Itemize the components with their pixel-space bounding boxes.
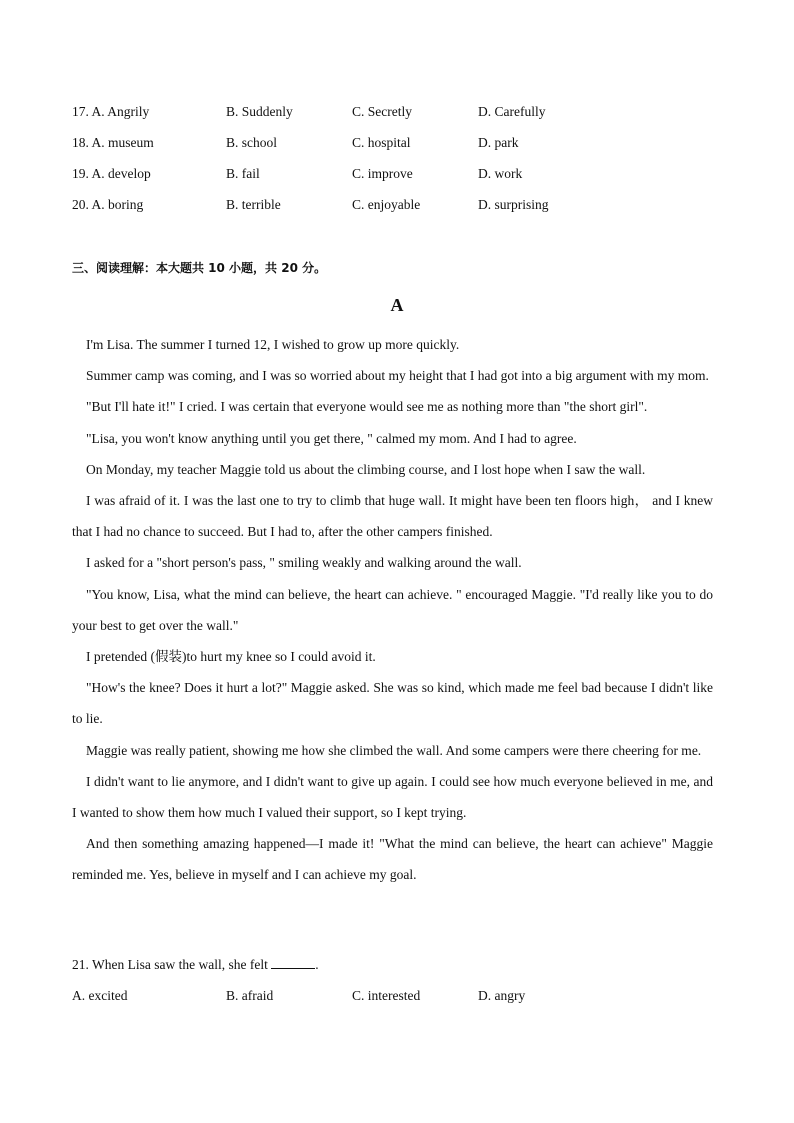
cloze-question-18 xyxy=(0,133,794,153)
option-c: C. improve xyxy=(352,166,413,181)
question-21-stem xyxy=(72,954,319,976)
question-stem-end: . xyxy=(315,957,319,972)
passage-paragraph: Summer camp was coming, and I was so worried about my height that I had got into a big argument with my mom. xyxy=(86,368,709,384)
question-stem-text: 21. When Lisa saw the wall, she felt xyxy=(72,957,268,972)
question-number: 19. xyxy=(72,166,89,181)
option-b: B. Suddenly xyxy=(226,104,293,119)
option-a-text: A. develop xyxy=(91,166,151,181)
passage-paragraph: I didn't want to lie anymore, and I didn't want to give up again. I could see how much everyone believed in me, and I wanted to show them how much I valued their support, so I kept trying. xyxy=(72,773,713,821)
answer-blank xyxy=(271,956,315,969)
option-c: C. Secretly xyxy=(352,104,412,119)
passage-paragraph: "Lisa, you won't know anything until you get there, " calmed my mom. And I had to agree. xyxy=(86,430,577,446)
passage-paragraph: And then something amazing happened—I made it! "What the mind can believe, the heart can achieve" Maggie reminded me. Yes, believe in myself and I can achieve my goal. xyxy=(72,836,713,883)
section-heading: 三、阅读理解：本大题共 10 小题，共 20 分。 xyxy=(72,261,327,275)
passage-paragraph: On Monday, my teacher Maggie told us about the climbing course, and I lost hope when I saw the wall. xyxy=(86,461,646,477)
passage-paragraph: "But I'll hate it!" I cried. I was certain that everyone would see me as nothing more than "the short girl". xyxy=(86,399,648,415)
option-b: B. fail xyxy=(226,166,260,181)
question-number: 18. xyxy=(72,135,89,150)
option-d: D. Carefully xyxy=(478,104,546,119)
reading-passage xyxy=(72,329,713,891)
option-d: D. surprising xyxy=(478,197,549,212)
passage-paragraph: "You know, Lisa, what the mind can believe, the heart can achieve. " encouraged Maggie. "I'd really like you to do your best to get over the wall." xyxy=(72,586,713,633)
option-a xyxy=(72,133,154,153)
option-a-text: A. Angrily xyxy=(91,104,150,119)
option-a xyxy=(72,195,143,215)
option-d: D. park xyxy=(478,135,519,150)
passage-title: A xyxy=(390,295,404,315)
question-number: 20. xyxy=(72,197,89,212)
option-b: B. afraid xyxy=(226,988,274,1003)
option-b: B. school xyxy=(226,135,278,150)
option-c: C. interested xyxy=(352,988,421,1003)
passage-paragraph: I asked for a "short person's pass, " smiling weakly and walking around the wall. xyxy=(86,555,522,571)
question-21-options xyxy=(0,986,794,1006)
option-a-text: A. boring xyxy=(91,197,144,212)
option-c: C. enjoyable xyxy=(352,197,421,212)
passage-paragraph: Maggie was really patient, showing me how she climbed the wall. And some campers were there cheering for me. xyxy=(86,742,702,758)
passage-paragraph: I pretended (假装)to hurt my knee so I could avoid it. xyxy=(86,649,376,665)
option-d: D. work xyxy=(478,166,523,181)
cloze-question-20 xyxy=(0,195,794,215)
cloze-question-17 xyxy=(0,102,794,122)
option-b: B. terrible xyxy=(226,197,281,212)
passage-paragraph: I'm Lisa. The summer I turned 12, I wished to grow up more quickly. xyxy=(86,337,460,352)
cloze-question-19 xyxy=(0,164,794,184)
passage-paragraph: "How's the knee? Does it hurt a lot?" Maggie asked. She was so kind, which made me feel bad because I didn't like to lie. xyxy=(72,680,713,727)
option-a: A. excited xyxy=(72,988,128,1003)
option-a xyxy=(72,102,149,122)
option-a xyxy=(72,164,151,184)
question-number: 17. xyxy=(72,104,89,119)
option-d: D. angry xyxy=(478,988,526,1003)
passage-paragraph: I was afraid of it. I was the last one to try to climb that huge wall. It might have been ten floors high， and I knew that I had no chance to succeed. But I had to, after the other campers finished. xyxy=(72,493,713,540)
option-c: C. hospital xyxy=(352,135,411,150)
option-a-text: A. museum xyxy=(91,135,154,150)
